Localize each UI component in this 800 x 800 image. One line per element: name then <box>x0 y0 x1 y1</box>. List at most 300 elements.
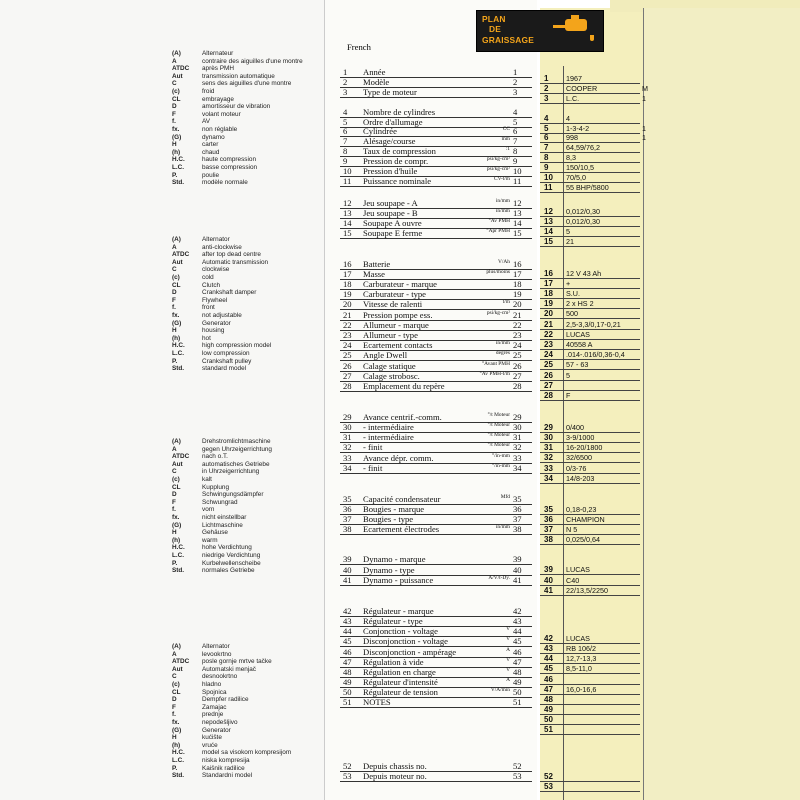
abbrev-meaning: hladno <box>202 680 222 688</box>
row-number: 35 <box>343 494 352 504</box>
row-number: 30 <box>343 422 352 432</box>
spec-value-second-sheet: 1 <box>642 124 646 133</box>
spec-value: 3-9/1000 <box>566 433 595 442</box>
abbrev-key: Aut <box>172 460 183 468</box>
value-row-number: 47 <box>544 685 553 694</box>
abbrev-key: (h) <box>172 148 181 156</box>
row-label: Soupape A ouvre <box>363 218 422 228</box>
row-number-right: 40 <box>513 565 522 575</box>
row-label: Angle Dwell <box>363 350 408 360</box>
value-row <box>540 330 640 340</box>
spec-value: 0,025/0,64 <box>566 535 600 544</box>
abbrev-meaning: Alternator <box>202 643 230 650</box>
abbrev-meaning: normales Getriebe <box>202 567 255 575</box>
abbrev-key: F <box>172 703 176 711</box>
row-number-right: 33 <box>513 453 522 463</box>
abbrev-meaning: not adjustable <box>202 311 242 319</box>
value-row-number: 17 <box>544 279 553 288</box>
row-unit: A <box>506 647 510 653</box>
row-number: 4 <box>343 107 348 117</box>
abbrev-meaning: model sa visokom kompresijom <box>202 749 292 757</box>
row-label: Ecartement contacts <box>363 340 433 350</box>
row-number-right: 48 <box>513 667 522 677</box>
abbrev-key: (G) <box>172 319 182 327</box>
abbrev-row <box>172 73 303 81</box>
abbrev-row <box>172 342 271 350</box>
spec-value: 0/400 <box>566 423 584 432</box>
row-unit: °Avant PMH <box>482 361 510 367</box>
spec-row <box>340 464 532 474</box>
abbrev-row <box>172 651 291 659</box>
row-unit: V <box>506 636 510 642</box>
row-number: 32 <box>343 442 352 452</box>
value-row <box>540 74 640 84</box>
abbrev-meaning: vorn <box>202 506 215 514</box>
row-number: 24 <box>343 340 352 350</box>
row-number-right: 17 <box>513 269 522 279</box>
value-row-number: 11 <box>544 183 553 192</box>
abbrev-row <box>172 134 303 142</box>
abbrev-meaning: volant moteur <box>202 110 241 118</box>
abbrev-meaning: après PMH <box>202 65 234 73</box>
row-label: Batterie <box>363 259 391 269</box>
row-label: Modèle <box>363 77 390 87</box>
value-row-number: 28 <box>544 391 553 400</box>
abbrev-meaning: Generator <box>202 726 231 734</box>
abbrev-row <box>172 757 291 765</box>
abbrev-key: f. <box>172 506 176 514</box>
abbrev-key: C <box>172 673 177 681</box>
value-row <box>540 772 640 782</box>
row-number: 29 <box>343 412 352 422</box>
row-label: NOTES <box>363 697 391 707</box>
abbrev-key: H.C. <box>172 342 185 350</box>
abbrev-key: (c) <box>172 87 180 95</box>
value-row <box>540 634 640 644</box>
row-number-right: 18 <box>513 279 522 289</box>
abbrev-meaning: posle gornje mrtve tačke <box>202 658 272 666</box>
abbrev-meaning: levookrtno <box>202 650 232 658</box>
abbrev-meaning: Kupplung <box>202 483 230 491</box>
row-label: Capacité condensateur <box>363 494 441 504</box>
row-number: 22 <box>343 320 352 330</box>
abbrev-key: D <box>172 289 177 297</box>
value-row <box>540 371 640 381</box>
abbrev-meaning: Standardni model <box>202 772 253 780</box>
abbrev-meaning: sens des aiguilles d'une montre <box>202 80 292 88</box>
value-row-number: 51 <box>544 725 553 734</box>
row-number-right: 36 <box>513 504 522 514</box>
spec-row <box>340 698 532 708</box>
abbrev-meaning: niedrige Verdichtung <box>202 551 261 559</box>
abbrev-row <box>172 141 303 149</box>
value-row-number: 19 <box>544 299 553 308</box>
row-number-right: 28 <box>513 381 522 391</box>
row-number: 12 <box>343 198 352 208</box>
abbrev-meaning: embrayage <box>202 95 234 103</box>
abbrev-meaning: vruće <box>202 741 218 749</box>
abbrev-row <box>172 537 272 545</box>
abbrev-meaning: basse compression <box>202 163 258 171</box>
value-row-number: 25 <box>544 360 553 369</box>
spec-value: 2,5-3,3/0,17-0,21 <box>566 320 621 329</box>
value-row <box>540 675 640 685</box>
value-row <box>540 237 640 247</box>
abbrev-row <box>172 560 272 568</box>
row-unit: degrés <box>495 350 510 356</box>
abbrev-key: fx. <box>172 718 180 726</box>
abbrev-row <box>172 251 271 259</box>
abbrev-row <box>172 567 272 575</box>
row-number: 36 <box>343 504 352 514</box>
row-number-right: 10 <box>513 166 522 176</box>
row-number-right: 24 <box>513 340 522 350</box>
spec-row <box>340 525 532 535</box>
spec-value: + <box>566 279 571 288</box>
abbrev-meaning: nicht einstellbar <box>202 513 247 521</box>
row-unit: V <box>506 626 510 632</box>
value-row <box>540 340 640 350</box>
row-number: 27 <box>343 371 352 381</box>
abbrev-key: ATDC <box>172 65 190 73</box>
value-row <box>540 114 640 124</box>
abbrev-meaning: AV <box>202 118 211 126</box>
row-number: 53 <box>343 771 352 781</box>
abbrev-key: fx. <box>172 125 180 133</box>
abbrev-row <box>172 476 272 484</box>
abbrev-key: (G) <box>172 521 182 529</box>
row-number: 21 <box>343 310 352 320</box>
row-unit: °/in-mm <box>491 453 510 459</box>
value-row-number: 43 <box>544 644 553 653</box>
spec-row <box>340 772 532 782</box>
row-number: 3 <box>343 87 348 97</box>
abbrev-row <box>172 103 303 111</box>
row-unit: in/mm <box>495 198 510 204</box>
value-row <box>540 576 640 586</box>
value-row-number: 15 <box>544 237 553 246</box>
spec-value-second-sheet: 1 <box>642 133 646 142</box>
abbrev-meaning: gegen Uhrzeigerrichtung <box>202 445 272 453</box>
abbrev-key: L.C. <box>172 551 185 559</box>
value-row-number: 26 <box>544 371 553 380</box>
row-number: 8 <box>343 146 348 156</box>
row-unit: °/in-mm <box>491 463 510 469</box>
row-number-right: 13 <box>513 208 522 218</box>
row-label: Régulateur - type <box>363 616 423 626</box>
spec-row <box>340 88 532 98</box>
row-label: Emplacement du repère <box>363 381 445 391</box>
spec-value: 8,5-11,0 <box>566 664 592 673</box>
abbrev-meaning: standard model <box>202 365 247 373</box>
abbrev-key: L.C. <box>172 163 185 171</box>
row-number-right: 35 <box>513 494 522 504</box>
row-label: - intermédiaire <box>363 422 414 432</box>
abbrev-key: Aut <box>172 665 183 673</box>
abbrev-key: f. <box>172 118 176 126</box>
abbrev-meaning: contraire des aiguilles d'une montre <box>202 57 303 65</box>
value-row <box>540 299 640 309</box>
abbrev-row <box>172 149 303 157</box>
row-number: 47 <box>343 657 352 667</box>
abbrev-key: C <box>172 80 177 88</box>
row-number: 44 <box>343 626 352 636</box>
row-unit: in/mm <box>495 340 510 346</box>
value-row <box>540 453 640 463</box>
abbrev-list-serbian <box>172 643 291 780</box>
abbrev-row <box>172 765 291 773</box>
row-unit: °Av PMH-t/m <box>479 371 510 377</box>
row-number: 45 <box>343 636 352 646</box>
abbrev-row <box>172 704 291 712</box>
row-label: Conjonction - voltage <box>363 626 438 636</box>
value-row-number: 14 <box>544 227 553 236</box>
row-number: 6 <box>343 126 348 136</box>
row-number: 17 <box>343 269 352 279</box>
row-number-right: 1 <box>513 67 518 77</box>
value-row <box>540 695 640 705</box>
abbrev-row <box>172 118 303 126</box>
row-label: Vitesse de ralenti <box>363 299 423 309</box>
abbrev-row <box>172 50 303 58</box>
value-row-number: 8 <box>544 153 549 162</box>
value-row-number: 33 <box>544 464 553 473</box>
abbrev-key: f. <box>172 304 176 312</box>
row-unit: V <box>506 657 510 663</box>
abbrev-meaning: poulie <box>202 171 220 179</box>
row-label: Alésage/course <box>363 136 416 146</box>
abbrev-row <box>172 522 272 530</box>
row-unit: °/t Moteur <box>487 412 510 418</box>
value-row-number: 9 <box>544 163 549 172</box>
abbrev-row <box>172 643 291 651</box>
abbrev-meaning: Zamajac <box>202 703 227 711</box>
abbrev-row <box>172 468 272 476</box>
row-label: Carburateur - type <box>363 289 426 299</box>
value-row <box>540 163 640 173</box>
abbrev-meaning: Flywheel <box>202 296 228 304</box>
spec-value: N 5 <box>566 525 578 534</box>
spec-value: 21 <box>566 237 574 246</box>
row-number: 31 <box>343 432 352 442</box>
spec-value: 8,3 <box>566 153 576 162</box>
abbrev-meaning: carter <box>202 141 219 149</box>
row-label: Avance dépr. comm. <box>363 453 434 463</box>
abbrev-meaning: Kaišnik radilice <box>202 764 245 772</box>
value-row <box>540 474 640 484</box>
value-row <box>540 433 640 443</box>
row-number: 26 <box>343 361 352 371</box>
row-label: Pression de compr. <box>363 156 429 166</box>
value-row-number: 16 <box>544 269 553 278</box>
row-unit: A/V/t-Dy. <box>488 575 510 581</box>
value-row-number: 2 <box>544 84 549 93</box>
row-label: Type de moteur <box>363 87 417 97</box>
abbrev-key: (c) <box>172 273 180 281</box>
value-row-number: 37 <box>544 525 553 534</box>
row-number-right: 46 <box>513 647 522 657</box>
row-number-right: 51 <box>513 697 522 707</box>
value-row-number: 48 <box>544 695 553 704</box>
abbrev-key: (c) <box>172 680 180 688</box>
abbrev-row <box>172 297 271 305</box>
abbrev-meaning: Generator <box>202 319 231 327</box>
row-unit: CV-t/m <box>494 176 510 182</box>
row-number-right: 12 <box>513 198 522 208</box>
abbrev-key: fx. <box>172 513 180 521</box>
abbrev-meaning: Automatic transmission <box>202 258 269 266</box>
value-row-number: 24 <box>544 350 553 359</box>
spec-value: 0,012/0,30 <box>566 207 600 216</box>
row-label: Jeu soupape - B <box>363 208 418 218</box>
row-number: 10 <box>343 166 352 176</box>
abbrev-key: (A) <box>172 643 181 650</box>
abbrev-row <box>172 111 303 119</box>
abbrev-row <box>172 236 271 244</box>
spec-value-second-sheet: 1 <box>642 94 646 103</box>
value-row <box>540 269 640 279</box>
value-row <box>540 279 640 289</box>
value-row <box>540 94 646 104</box>
value-row-number: 3 <box>544 94 549 103</box>
row-label: Soupape E ferme <box>363 228 423 238</box>
row-label: Régulateur d'intensité <box>363 677 438 687</box>
spec-row <box>340 555 532 565</box>
abbrev-list-german <box>172 438 272 575</box>
abbrev-row <box>172 491 272 499</box>
abbrev-key: P. <box>172 171 178 179</box>
row-number: 1 <box>343 67 348 77</box>
value-row-number: 12 <box>544 207 553 216</box>
value-row-number: 30 <box>544 433 553 442</box>
row-number-right: 5 <box>513 117 518 127</box>
abbrev-meaning: kućište <box>202 734 222 742</box>
abbrev-meaning: Schwungrad <box>202 498 238 506</box>
row-unit: °Apr PMH <box>486 228 510 234</box>
abbrev-meaning: prednje <box>202 711 224 719</box>
abbrev-key: H <box>172 327 177 335</box>
spec-value: 12,7-13,3 <box>566 654 597 663</box>
value-row <box>540 309 640 319</box>
abbrev-key: C <box>172 468 177 476</box>
abbrev-key: F <box>172 498 176 506</box>
row-label: Bougies - type <box>363 514 414 524</box>
row-label: Puissance nominale <box>363 176 432 186</box>
abbrev-key: (c) <box>172 475 180 483</box>
abbrev-row <box>172 274 271 282</box>
row-label: Depuis moteur no. <box>363 771 427 781</box>
value-row-number: 27 <box>544 381 553 390</box>
abbrev-key: Std. <box>172 365 185 373</box>
abbrev-key: (A) <box>172 50 181 57</box>
row-number-right: 4 <box>513 107 518 117</box>
abbrev-key: L.C. <box>172 756 185 764</box>
abbrev-meaning: Clutch <box>202 281 221 289</box>
row-label: Cylindrée <box>363 126 397 136</box>
row-unit: V <box>506 667 510 673</box>
row-unit: in/mm <box>495 208 510 214</box>
row-label: Calage strobosc. <box>363 371 420 381</box>
spec-value: 500 <box>566 309 578 318</box>
abbrev-meaning: transmission automatique <box>202 72 275 80</box>
abbrev-meaning: front <box>202 304 215 312</box>
row-number: 20 <box>343 299 352 309</box>
row-label: Pression pompe ess. <box>363 310 433 320</box>
row-number-right: 39 <box>513 554 522 564</box>
row-number-right: 27 <box>513 371 522 381</box>
abbrev-row <box>172 96 303 104</box>
value-row <box>540 423 640 433</box>
row-number-right: 3 <box>513 87 518 97</box>
value-row-number: 38 <box>544 535 553 544</box>
row-number-right: 47 <box>513 657 522 667</box>
value-row <box>540 173 640 183</box>
abbrev-row <box>172 289 271 297</box>
row-number: 40 <box>343 565 352 575</box>
row-unit: plus/moins <box>486 269 510 275</box>
value-row-number: 5 <box>544 124 549 133</box>
value-row <box>540 227 640 237</box>
row-label: Bougies - marque <box>363 504 425 514</box>
abbrev-meaning: nach o.T. <box>202 453 228 461</box>
abbrev-meaning: clockwise <box>202 266 230 274</box>
abbrev-key: CL <box>172 483 181 491</box>
row-label: Disconjonction - voltage <box>363 636 448 646</box>
row-number: 25 <box>343 350 352 360</box>
value-row-number: 42 <box>544 634 553 643</box>
value-row <box>540 464 640 474</box>
abbrev-key: ATDC <box>172 251 190 259</box>
row-unit: mm <box>501 136 510 142</box>
row-number-right: 34 <box>513 463 522 473</box>
abbrev-key: Aut <box>172 258 183 266</box>
abbrev-row <box>172 499 272 507</box>
abbrev-meaning: non réglable <box>202 125 238 133</box>
row-number-right: 9 <box>513 156 518 166</box>
abbrev-meaning: modèle normale <box>202 179 248 187</box>
row-number: 52 <box>343 761 352 771</box>
spec-row <box>340 637 532 647</box>
abbrev-key: (h) <box>172 334 181 342</box>
abbrev-key: A <box>172 243 177 251</box>
row-number-right: 32 <box>513 442 522 452</box>
spec-value: 16,0-16,6 <box>566 685 597 694</box>
value-row <box>540 565 640 575</box>
row-label: Régulation à vide <box>363 657 424 667</box>
row-label: - finit <box>363 442 383 452</box>
value-row <box>540 644 640 654</box>
spec-value: 12 V 43 Ah <box>566 269 602 278</box>
value-row <box>540 443 640 453</box>
row-number: 39 <box>343 554 352 564</box>
value-row <box>540 289 640 299</box>
abbrev-row <box>172 65 303 73</box>
value-row-number: 52 <box>544 772 553 781</box>
abbrev-key: H <box>172 141 177 149</box>
abbrev-key: ATDC <box>172 658 190 666</box>
abbrev-key: P. <box>172 357 178 365</box>
abbrev-row <box>172 304 271 312</box>
row-number-right: 23 <box>513 330 522 340</box>
abbrev-meaning: Alternateur <box>202 50 234 57</box>
abbrev-key: F <box>172 296 176 304</box>
abbrev-key: ATDC <box>172 453 190 461</box>
abbrev-row <box>172 506 272 514</box>
row-label: Pression d'huile <box>363 166 418 176</box>
abbrev-list-french <box>172 50 303 187</box>
value-row <box>540 535 640 545</box>
abbrev-row <box>172 156 303 164</box>
